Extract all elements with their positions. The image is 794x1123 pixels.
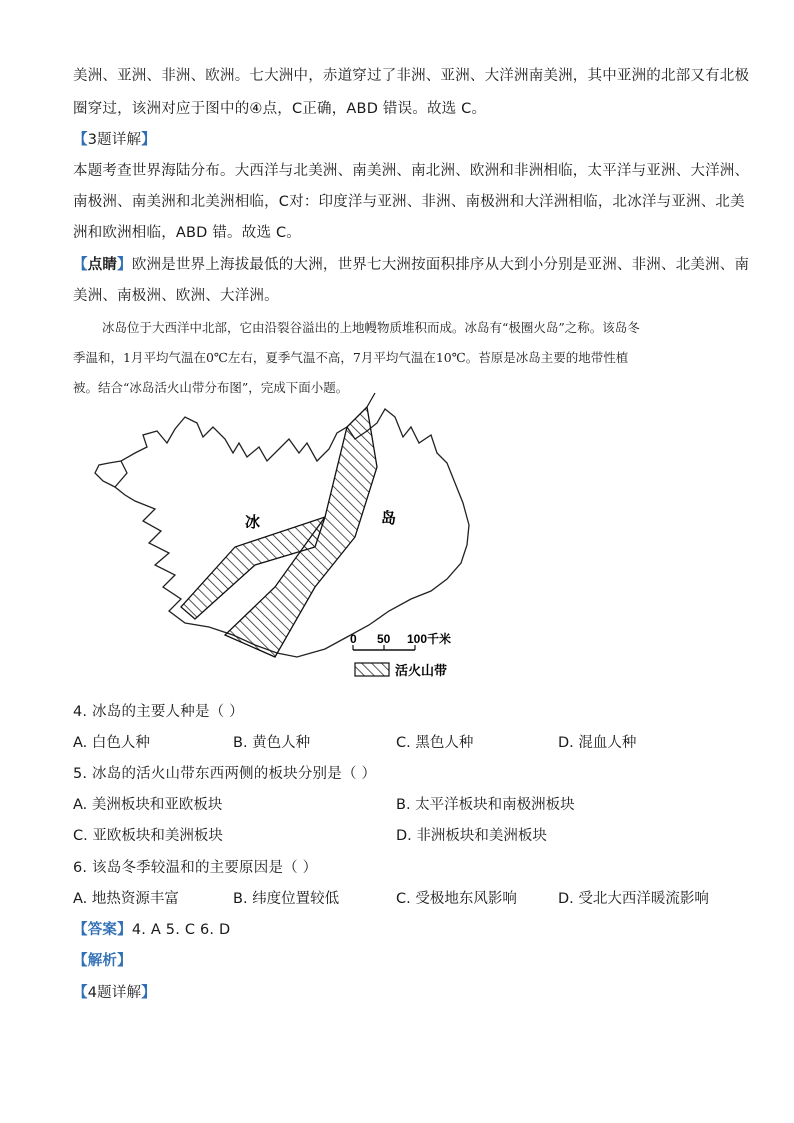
option-c: C. 受极地东风影响 [396, 891, 517, 907]
map-label-right: 岛 [381, 510, 397, 527]
passage-line: 季温和，1月平均气温在0℃左右，夏季气温不高，7月平均气温在10℃。苔原是冰岛主要的地带性植 [73, 350, 629, 365]
passage-line: 冰岛位于大西洋中北部，它由沿裂谷溢出的上地幔物质堆积而成。冰岛有“极圈火岛”之称。该岛冬 [102, 320, 640, 335]
scale-50: 50 [377, 632, 391, 646]
text-line: 本题考查世界海陆分布。大西洋与北美洲、南美洲、南北洲、欧洲和非洲相临，太平洋与亚洲、大洋洲、 [73, 163, 750, 179]
analysis-label: 解析 [87, 953, 118, 969]
legend-label: 活火山带 [395, 663, 448, 678]
passage-line: 被。结合“冰岛活火山带分布图”，完成下面小题。 [73, 380, 349, 395]
bracket-close: 】 [117, 922, 132, 938]
tip-line [73, 255, 749, 275]
legend-swatch [355, 663, 389, 676]
option-b: B. 纬度位置较低 [233, 891, 340, 907]
option-a: A. 美洲板块和亚欧板块 [73, 797, 223, 813]
iceland-volcano-map [85, 387, 485, 687]
section-header-q4 [73, 983, 156, 1003]
option-a: A. 白色人种 [73, 735, 150, 751]
question-stem: 4. 冰岛的主要人种是（ ） [73, 704, 244, 720]
map-legend [355, 663, 447, 678]
map-label-left: 冰 [245, 514, 261, 531]
option-d: D. 受北大西洋暖流影响 [558, 891, 709, 907]
bracket-open: 【 [73, 132, 88, 148]
bracket-close: 】 [141, 985, 156, 1001]
question-stem: 6. 该岛冬季较温和的主要原因是（ ） [73, 860, 318, 876]
text-line: 美洲、南极洲、欧洲、大洋洲。 [73, 288, 279, 304]
scale-100: 100千米 [407, 632, 452, 646]
bracket-close: 】 [141, 132, 156, 148]
section-header-q3 [73, 130, 156, 150]
text-line: 美洲、亚洲、非洲、欧洲。七大洲中，赤道穿过了非洲、亚洲、大洋洲南美洲，其中亚洲的北部又有北极 [73, 68, 750, 84]
bracket-open: 【 [73, 953, 88, 969]
section-header-label: 3题详解 [87, 132, 142, 148]
tip-label: 点睛 [87, 257, 118, 273]
option-d: D. 非洲板块和美洲板块 [396, 828, 547, 844]
map-svg [85, 387, 485, 687]
option-b: B. 太平洋板块和南极洲板块 [396, 797, 575, 813]
answer-label: 答案 [87, 922, 118, 938]
bracket-close: 】 [117, 257, 132, 273]
option-b: B. 黄色人种 [233, 735, 311, 751]
question-stem: 5. 冰岛的活火山带东西两侧的板块分别是（ ） [73, 766, 377, 782]
analysis-line [73, 951, 132, 971]
tip-text: 欧洲是世界上海拔最低的大洲，世界七大洲按面积排序从大到小分别是亚洲、非洲、北美洲、南 [131, 257, 750, 273]
answer-line [73, 920, 230, 940]
option-d: D. 混血人种 [558, 735, 637, 751]
west-peninsula [95, 461, 121, 487]
text-line: 圈穿过，该洲对应于图中的④点，C正确，ABD 错误。故选 C。 [73, 101, 487, 117]
bracket-close: 】 [117, 953, 132, 969]
option-a: A. 地热资源丰富 [73, 891, 179, 907]
option-c: C. 亚欧板块和美洲板块 [73, 828, 223, 844]
bracket-open: 【 [73, 922, 88, 938]
bracket-open: 【 [73, 257, 88, 273]
answer-text: 4. A 5. C 6. D [131, 922, 231, 938]
text-line: 南极洲、南美洲和北美洲相临，C对：印度洋与亚洲、非洲、南极洲和大洋洲相临，北冰洋与亚洲、北美 [73, 194, 745, 210]
scale-bar [350, 631, 451, 650]
scale-0: 0 [350, 632, 357, 646]
section-header-label: 4题详解 [87, 985, 142, 1001]
option-c: C. 黑色人种 [396, 735, 474, 751]
bracket-open: 【 [73, 985, 88, 1001]
belt-extension-line [367, 393, 375, 407]
text-line: 洲和欧洲相临，ABD 错。故选 C。 [73, 225, 301, 241]
